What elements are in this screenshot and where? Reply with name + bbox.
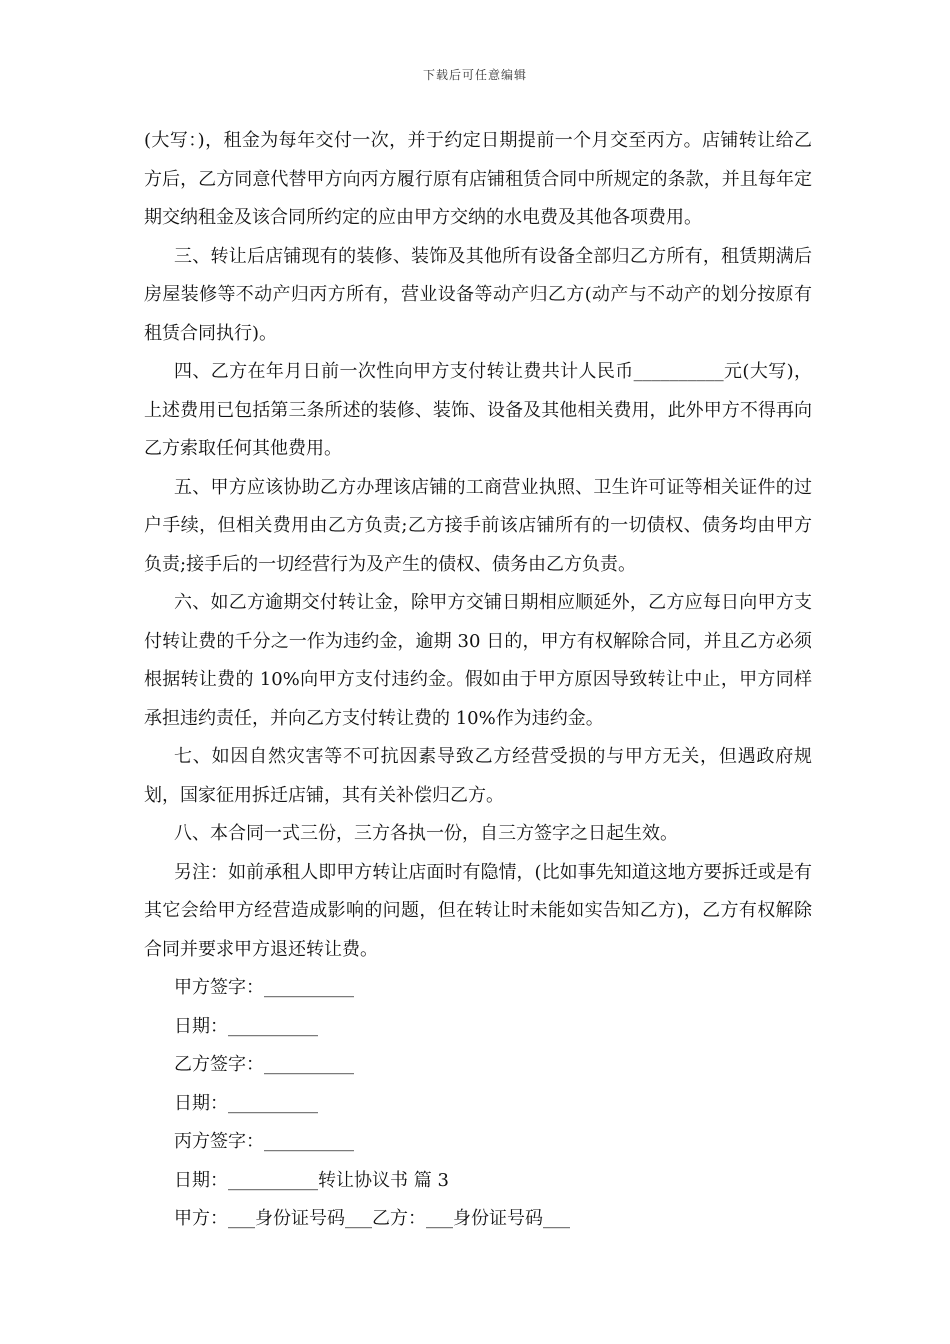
paragraph-clause-4: 四、乙方在年月日前一次性向甲方支付转让费共计人民币__________元(大写)，上述费用已包括第三条所述的装修、装饰、设备及其他相关费用，此外甲方不得再向乙方索取任何其他费用。 [144, 361, 812, 459]
paragraph-clause-5: 五、甲方应该协助乙方办理该店铺的工商营业执照、卫生许可证等相关证件的过户手续，但相关费用由乙方负责;乙方接手前该店铺所有的一切债权、债务均由甲方负责;接手后的一切经营行为及产生的债权、债务由乙方负责。 [144, 476, 812, 575]
date-line-c-and-section-title: 日期：__________转让协议书 篇 3 [174, 1169, 449, 1191]
signature-party-c: 丙方签字：__________ [174, 1131, 354, 1152]
paragraph-clause-8: 八、本合同一式三份，三方各执一份，自三方签字之日起生效。 [174, 823, 678, 844]
paragraph-clause-6: 六、如乙方逾期交付转让金，除甲方交铺日期相应顺延外，乙方应每日向甲方支付转让费的千分之一作为违约金，逾期 30 日的，甲方有权解除合同，并且乙方必须根据转让费的 10%向甲方支付违约金。假如由于甲方原因导致转让中止，甲方同样承担违约责任，并向乙方支付转让费的 10%作为违约金。 [144, 592, 812, 729]
paragraph-clause-3: 三、转让后店铺现有的装修、装饰及其他所有设备全部归乙方所有，租赁期满后房屋装修等不动产归丙方所有，营业设备等动产归乙方(动产与不动产的划分按原有租赁合同执行)。 [144, 245, 812, 344]
signature-party-b: 乙方签字：__________ [174, 1054, 354, 1075]
date-line-a: 日期：__________ [174, 1015, 318, 1037]
paragraph-clause-7: 七、如因自然灾害等不可抗因素导致乙方经营受损的与甲方无关，但遇政府规划，国家征用拆迁店铺，其有关补偿归乙方。 [144, 746, 812, 806]
paragraph-rent-terms: (大写：)，租金为每年交付一次，并于约定日期提前一个月交至丙方。店铺转让给乙方后，乙方同意代替甲方向丙方履行原有店铺租赁合同中所规定的条款，并且每年定期交纳租金及该合同所约定的应由甲方交纳的水电费及其他各项费用。 [144, 130, 812, 228]
signature-party-a: 甲方签字：__________ [174, 977, 354, 998]
page-header-note: 下载后可任意编辑 [422, 68, 527, 82]
paragraph-note: 另注：如前承租人即甲方转让店面时有隐情，(比如事先知道这地方要拆迁或是有其它会给甲方经营造成影响的问题，但在转让时未能如实告知乙方)，乙方有权解除合同并要求甲方退还转让费。 [144, 861, 812, 960]
document-body [144, 122, 812, 1239]
date-line-b: 日期：__________ [174, 1092, 318, 1114]
parties-id-line: 甲方：___身份证号码___乙方：___身份证号码___ [174, 1208, 570, 1229]
